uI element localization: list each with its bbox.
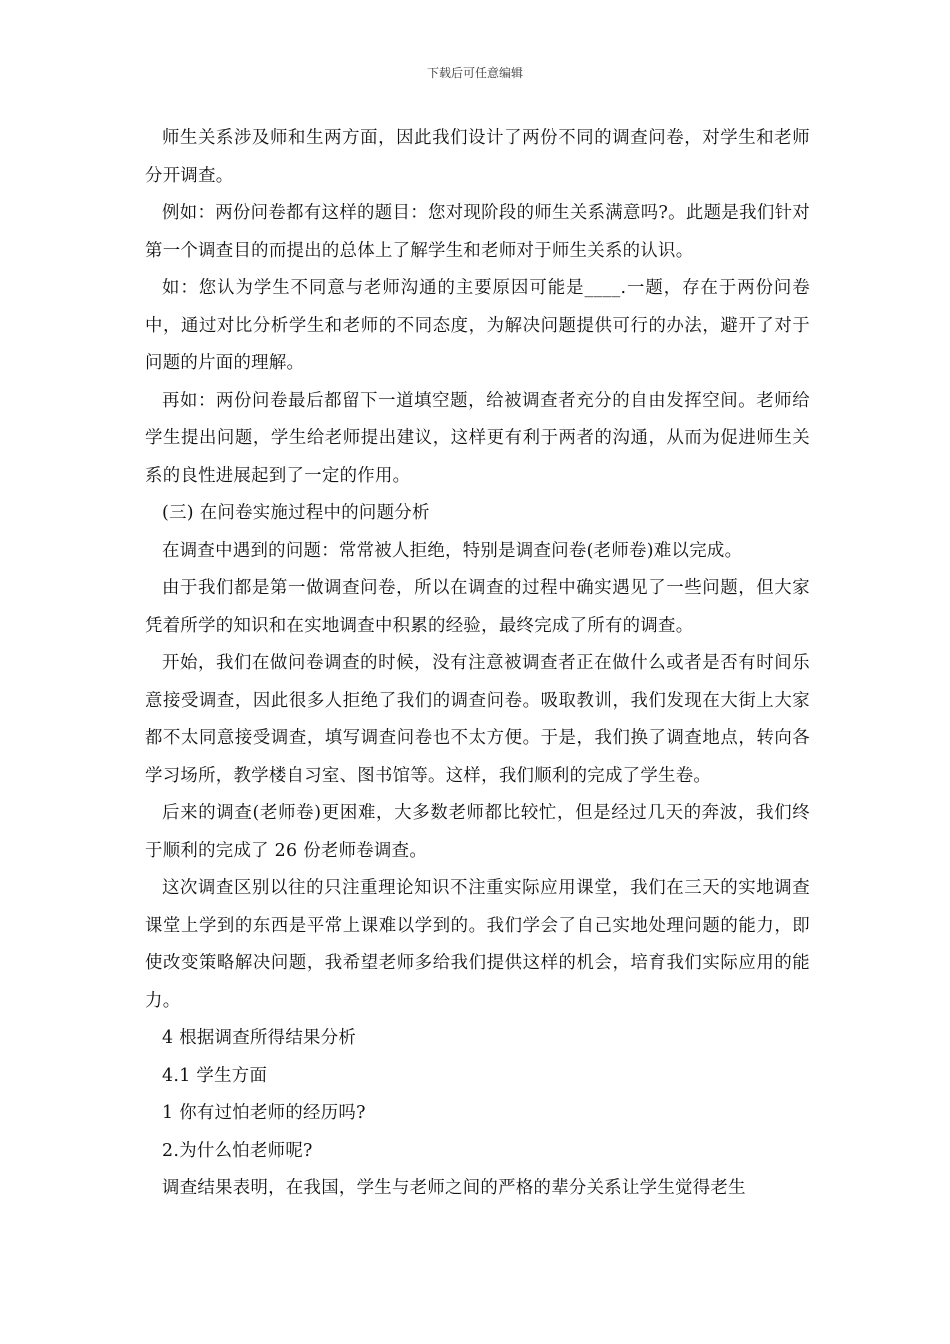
- section-heading: 4 根据调查所得结果分析: [162, 1028, 357, 1048]
- paragraph: 例如：两份问卷都有这样的题目：您对现阶段的师生关系满意吗?。此题是我们针对第一个调查目的而提出的总体上了解学生和老师对于师生关系的认识。: [145, 203, 810, 261]
- paragraph: 后来的调查(老师卷)更困难，大多数老师都比较忙，但是经过几天的奔波，我们终于顺利的完成了 26 份老师卷调查。: [145, 803, 810, 861]
- question-item: 2.为什么怕老师呢?: [162, 1140, 313, 1161]
- paragraph: 再如：两份问卷最后都留下一道填空题，给被调查者充分的自由发挥空间。老师给学生提出问题，学生给老师提出建议，这样更有利于两者的沟通，从而为促进师生关系的良性进展起到了一定的作用。: [145, 390, 810, 486]
- paragraph: 在调查中遇到的问题：常常被人拒绝，特别是调查问卷(老师卷)难以完成。: [162, 540, 743, 561]
- page-header: 下载后可任意编辑: [426, 66, 523, 80]
- paragraph: 这次调查区别以往的只注重理论知识不注重实际应用课堂，我们在三天的实地调查课堂上学到的东西是平常上课难以学到的。我们学会了自己实地处理问题的能力，即使改变策略解决问题，我希望老师多给我们提供这样的机会，培育我们实际应用的能力。: [145, 878, 810, 1011]
- paragraph: 师生关系涉及师和生两方面，因此我们设计了两份不同的调查问卷，对学生和老师分开调查。: [145, 128, 810, 186]
- paragraph: 由于我们都是第一做调查问卷，所以在调查的过程中确实遇见了一些问题，但大家凭着所学的知识和在实地调查中积累的经验，最终完成了所有的调查。: [145, 578, 810, 636]
- question-item: 1 你有过怕老师的经历吗?: [162, 1103, 366, 1123]
- document-body: [145, 120, 810, 1208]
- paragraph: 调查结果表明，在我国，学生与老师之间的严格的辈分关系让学生觉得老生: [162, 1178, 746, 1198]
- paragraph: 如：您认为学生不同意与老师沟通的主要原因可能是____.一题，存在于两份问卷中，通过对比分析学生和老师的不同态度，为解决问题提供可行的办法，避开了对于问题的片面的理解。: [145, 278, 810, 373]
- paragraph: 开始，我们在做问卷调查的时候，没有注意被调查者正在做什么或者是否有时间乐意接受调查，因此很多人拒绝了我们的调查问卷。吸取教训，我们发现在大街上大家都不太同意接受调查，填写调查问卷也不太方便。于是，我们换了调查地点，转向各学习场所，教学楼自习室、图书馆等。这样，我们顺利的完成了学生卷。: [145, 653, 810, 786]
- section-heading: (三) 在问卷实施过程中的问题分析: [162, 503, 430, 523]
- subsection-heading: 4.1 学生方面: [162, 1065, 268, 1086]
